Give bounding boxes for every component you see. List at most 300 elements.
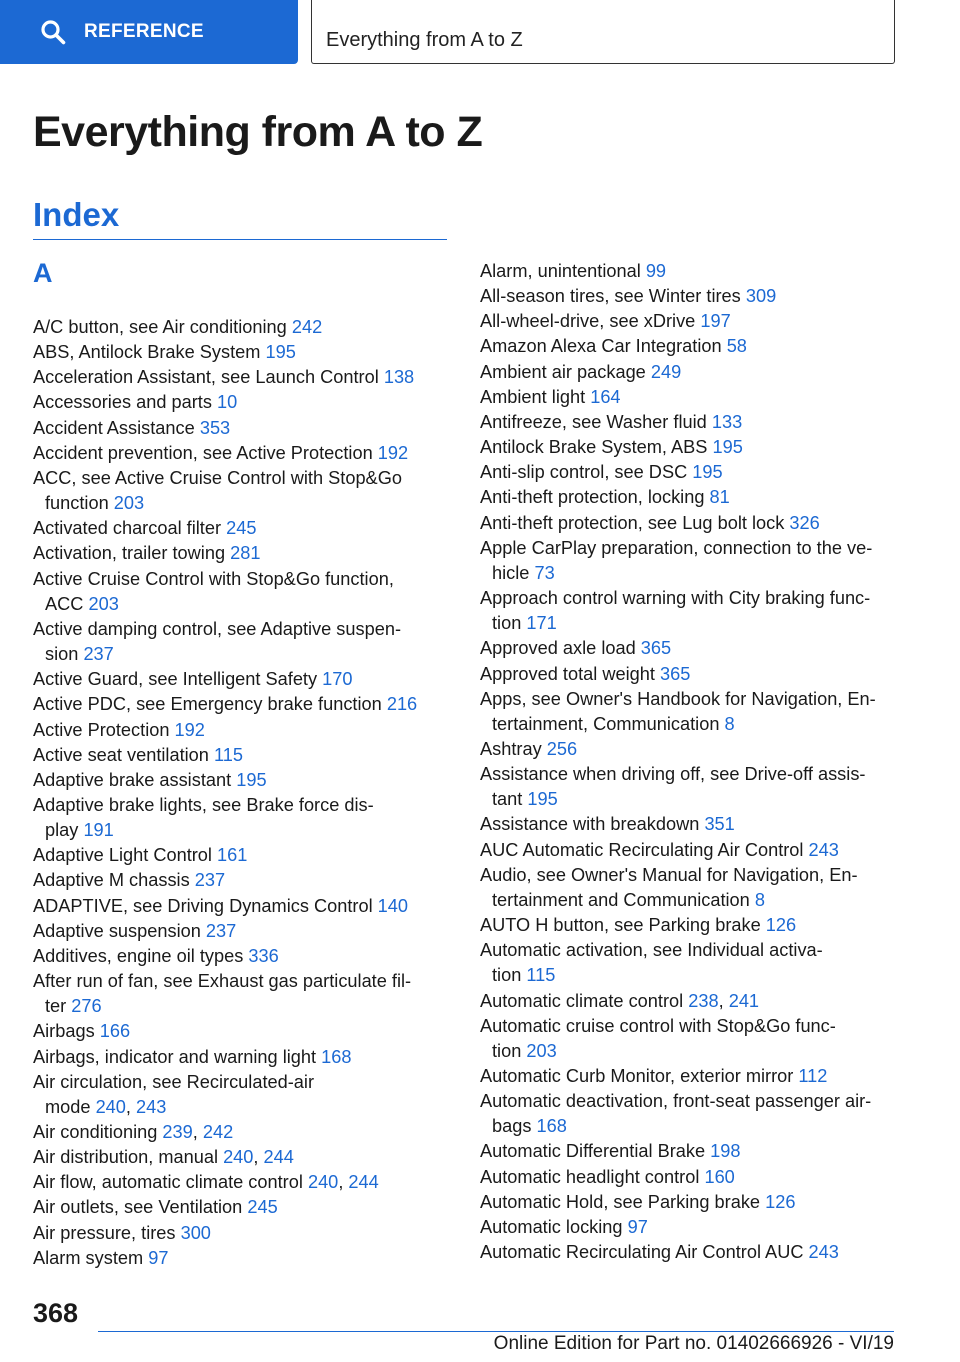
page-references [521,613,556,633]
page-references [521,1041,556,1061]
index-entry-text: Air flow, automatic climate control [33,1172,303,1193]
page-link[interactable]: 81 [709,487,730,508]
index-entry-line [45,592,451,617]
index-entry [480,485,900,510]
index-entry [33,541,451,566]
page-link[interactable]: 203 [113,493,145,514]
index-entry [33,1120,451,1145]
index-entry-text-continued: tant [492,789,523,810]
index-entry [33,1145,451,1170]
index-entry-text: ACC, see Active Cruise Control with Stop&Go [33,467,402,488]
page-references [221,518,256,538]
index-entry-text: Accident prevention, see Active Protection [33,442,373,463]
page-link[interactable]: 240 [95,1096,126,1117]
index-entry [33,315,451,340]
page-references [784,513,819,533]
index-entry-text: Approach control warning with City braking func‐ [480,588,871,609]
page-link[interactable]: 138 [383,367,415,388]
index-entry-line [492,561,900,586]
page-link[interactable]: 237 [83,644,114,665]
index-entry-text: Anti-slip control, see DSC [480,462,688,483]
index-entry [33,1221,451,1246]
index-entry-text: Airbags [33,1021,95,1042]
index-entry-text: Automatic activation, see Individual activa‐ [480,940,823,961]
page-references [636,638,671,658]
page-link[interactable]: 300 [180,1222,211,1243]
page-link[interactable]: 353 [199,417,231,438]
index-entry [480,1165,900,1190]
index-entry [33,1170,451,1195]
page-link[interactable]: 8 [754,889,765,910]
page-link[interactable]: 160 [704,1166,735,1187]
page-references [542,739,577,759]
index-entry [33,1045,451,1070]
index-entry [480,1014,900,1064]
page-references [212,392,237,412]
page-link[interactable]: 238 [688,990,719,1011]
page-link[interactable]: 244 [348,1172,379,1193]
index-entry-text: Active damping control, see Adaptive suspen‐ [33,618,402,639]
index-entry-text: Automatic Recirculating Air Control AUC [480,1242,804,1263]
breadcrumb: Everything from A to Z [311,0,895,64]
index-entry [33,1070,451,1120]
page-references: 240, 244 [223,1147,294,1168]
index-entry-text: Airbags, indicator and warning light [33,1046,317,1067]
page-references [287,317,322,337]
page-references [623,1217,648,1237]
page-references [704,487,729,507]
page-link[interactable]: 336 [248,945,279,966]
index-entry [480,989,900,1014]
index-entry-text: Amazon Alexa Car Integration [480,336,722,357]
index-entry-text: AUTO H button, see Parking brake [480,915,761,936]
page-references [243,946,278,966]
index-entry-text: Accident Assistance [33,417,195,438]
page-link[interactable]: 281 [230,543,261,564]
index-entry-text: Apple CarPlay preparation, connection to the ve‐ [480,537,873,558]
index-entry [33,894,451,919]
page-references [522,789,557,809]
index-entry-text: Air outlets, see Ventilation [33,1197,243,1218]
index-entry [33,567,451,617]
index-entry-text: Automatic headlight control [480,1166,700,1187]
page-link[interactable]: 242 [291,317,323,337]
page-link[interactable]: 166 [99,1021,131,1042]
page-references [687,462,722,482]
index-entry-text: A/C button, see Air conditioning [33,317,287,337]
index-entry-text-continued: function [45,493,109,514]
index-entry-line [492,611,900,636]
index-entry [480,511,900,536]
page-references: 239, 242 [162,1122,234,1142]
index-entry [33,617,451,667]
index-entry-text: Automatic locking [480,1216,623,1237]
page-link[interactable]: 126 [765,915,797,936]
index-entry-text: Air circulation, see Recirculated-air [33,1071,315,1092]
index-entry-line [492,1114,900,1139]
index-entry-text: Automatic Hold, see Parking brake [480,1191,761,1212]
page-references [722,336,747,356]
index-entry [480,737,900,762]
page-link[interactable]: 170 [322,669,353,690]
index-entry [33,768,451,793]
index-entry-text: Anti-theft protection, locking [480,487,705,508]
index-entry [480,586,900,636]
page-references: 240, 243 [95,1096,167,1117]
index-entry [33,365,451,390]
index-entry [480,385,900,410]
page-link[interactable]: 239 [162,1122,193,1142]
index-entry-line [45,994,451,1019]
page-references [225,543,260,563]
index-entry-text: Air conditioning [33,1122,158,1142]
index-entry [480,1089,900,1139]
index-entry-text: Adaptive suspension [33,920,201,941]
reference-tab[interactable] [0,0,298,64]
page-link[interactable]: 245 [247,1197,278,1218]
page-references [379,367,414,387]
index-column-right [480,259,900,1265]
index-entry-text: Approved axle load [480,638,636,659]
index-entry-line [45,1095,451,1120]
index-entry [480,1064,900,1089]
index-entry [33,466,451,516]
index-entry-text: Air distribution, manual [33,1147,218,1168]
index-entry-line [492,888,900,913]
page-link[interactable]: 256 [546,738,578,759]
page-references [316,1047,351,1067]
page-references: 238, 241 [688,990,760,1011]
page-link[interactable]: 203 [526,1040,557,1061]
page-link[interactable]: 203 [88,593,119,614]
page-references [66,996,101,1016]
page-link[interactable]: 309 [745,286,777,307]
index-entry [33,441,451,466]
page-references [382,694,417,714]
index-entry [480,435,900,460]
index-entry [480,812,900,837]
page-link[interactable]: 243 [808,1242,839,1263]
index-entry [480,1139,900,1164]
page-link[interactable]: 243 [808,839,839,860]
index-entry [33,416,451,441]
page-references [260,342,295,362]
page-link[interactable]: 8 [724,713,735,734]
index-entry-text-continued: ter [45,996,67,1017]
index-entry-text: All-wheel-drive, see xDrive [480,311,696,332]
index-entry-text: ABS, Antilock Brake System [33,342,261,363]
page-references [78,820,113,840]
index-entry-text: Automatic cruise control with Stop&Go func‐ [480,1015,836,1036]
index-entry-text: Activation, trailer towing [33,543,226,564]
page-references [741,286,776,306]
index-entry-line [45,642,451,667]
index-entry-text: Audio, see Owner's Manual for Navigation, En‐ [480,864,858,885]
index-entry [480,913,900,938]
page-references [719,714,734,734]
page-references [169,720,204,740]
page-link[interactable]: 58 [726,336,747,357]
page-link[interactable]: 244 [263,1147,294,1168]
index-entry [33,919,451,944]
index-entry-text: Alarm system [33,1247,144,1268]
index-entry-text-continued: tion [492,965,522,986]
page-references [646,362,681,382]
page-references [707,412,742,432]
page-link[interactable]: 192 [174,719,205,740]
page-references [109,493,144,513]
footer-edition: Online Edition for Part no. 01402666926 - VI/19 [493,1333,894,1354]
page-link[interactable]: 97 [627,1216,648,1237]
index-entry-text-continued: play [45,820,79,841]
page-references [760,1192,795,1212]
page-link[interactable]: 243 [136,1096,167,1117]
page-link[interactable]: 365 [640,638,672,659]
page-link[interactable]: 240 [223,1147,254,1168]
index-entry [33,667,451,692]
page-link[interactable]: 97 [148,1247,169,1268]
page-references [705,1141,740,1161]
index-entry-text: Active Protection [33,719,170,740]
page-references [212,845,247,865]
page-references [373,443,408,463]
page-references [803,1242,838,1262]
index-entry [480,662,900,687]
index-entry-text: ADAPTIVE, see Driving Dynamics Control [33,895,373,916]
index-entry [480,284,900,309]
page-references [695,311,730,331]
index-entry-text: Active seat ventilation [33,744,209,765]
page-link[interactable]: 351 [704,814,735,835]
page-references [531,1116,566,1136]
index-entry [480,687,900,737]
index-entry [480,536,900,586]
page-link[interactable]: 241 [728,990,760,1011]
index-entry-text: Automatic Curb Monitor, exterior mirror [480,1066,794,1086]
index-entry [480,1215,900,1240]
index-entry-text-continued: tion [492,1040,522,1061]
page-link[interactable]: 197 [700,311,731,332]
page-link[interactable]: 192 [377,442,409,463]
page-link[interactable]: 168 [536,1116,567,1137]
index-entry [480,938,900,988]
page-references [699,1167,734,1187]
index-entry-line [45,818,451,843]
index-entry [33,969,451,1019]
index-entry-text: Antifreeze, see Washer fluid [480,411,707,432]
index-entry-line [45,491,451,516]
page-link[interactable]: 171 [526,613,557,634]
index-entry [33,718,451,743]
index-entry-text: Ambient air package [480,361,646,382]
page-link[interactable]: 115 [526,965,556,986]
page-references [209,745,243,765]
page-references [641,261,666,281]
page-references [231,770,266,790]
page-references [176,1223,211,1243]
index-entry-text: Assistance when driving off, see Drive-off assis‐ [480,764,866,785]
page-references [190,870,225,890]
page-link[interactable]: 161 [217,845,248,866]
page-link[interactable]: 242 [202,1122,234,1142]
page-link[interactable]: 237 [194,870,226,891]
page-references [521,965,555,985]
page-link[interactable]: 249 [650,361,682,382]
index-entry-text-continued: sion [45,644,79,665]
index-entry [33,1195,451,1220]
index-entry-text-continued: bags [492,1116,532,1137]
index-entry [33,843,451,868]
index-entry-text: Approved total weight [480,663,655,684]
page-link[interactable]: 240 [307,1172,339,1193]
index-entry-text: Activated charcoal filter [33,518,222,539]
index-entry-text: Air pressure, tires [33,1222,176,1243]
page-references [143,1248,168,1268]
index-heading: Index [33,196,120,233]
page-references [750,890,765,910]
page-references: 240, 244 [307,1172,379,1193]
index-entry [480,410,900,435]
page-link[interactable]: 10 [217,392,238,413]
page-references [529,563,554,583]
page-link[interactable]: 195 [265,342,296,363]
index-entry [480,863,900,913]
index-entry-text: Additives, engine oil types [33,945,244,966]
index-entry [480,762,900,812]
index-entry-text: AUC Automatic Recirculating Air Control [480,839,804,860]
page-link[interactable]: 164 [590,386,621,407]
page-link[interactable]: 195 [236,769,267,790]
index-entry-line [492,712,900,737]
footer-divider [98,1331,894,1332]
page-link[interactable]: 198 [710,1141,741,1162]
index-entry [480,309,900,334]
page-references [585,387,620,407]
index-entry-text-continued: tertainment and Communication [492,889,750,910]
index-entry-text: Active PDC, see Emergency brake function [33,694,382,715]
page-number: 368 [33,1298,79,1328]
page-link[interactable]: 126 [765,1191,796,1212]
index-entry-text-continued: tion [492,613,522,634]
index-entry-text-continued: ACC [45,593,84,614]
page-link[interactable]: 237 [205,920,237,941]
index-entry-text: Adaptive brake assistant [33,769,232,790]
index-entry [33,390,451,415]
index-entry-text: Automatic deactivation, front-seat passenger air‐ [480,1091,872,1112]
reference-tab-label: REFERENCE [84,21,204,42]
page-link[interactable]: 365 [659,663,691,684]
index-entry-text: Active Guard, see Intelligent Safety [33,669,318,690]
index-entry-text: Automatic climate control [480,990,684,1011]
page-references [793,1066,827,1086]
page-references [761,915,796,935]
index-entry-text: Accessories and parts [33,392,212,413]
index-entry-text: Antilock Brake System, ABS [480,437,708,458]
index-entry [480,1190,900,1215]
index-column-left [33,315,451,1271]
index-entry-text-continued: hicle [492,562,530,583]
index-entry [33,692,451,717]
index-entry-text: Ashtray [480,738,542,759]
index-entry-text-continued: mode [45,1096,91,1117]
page-link[interactable]: 216 [386,694,418,715]
index-entry-text: Ambient light [480,386,586,407]
index-entry [33,1019,451,1044]
page-references [195,418,230,438]
index-entry-line [492,787,900,812]
index-entry-text: Assistance with breakdown [480,814,700,835]
index-entry-text: Adaptive brake lights, see Brake force dis‐ [33,794,374,815]
index-entry [33,516,451,541]
page-references [707,437,742,457]
page-link[interactable]: 140 [377,895,409,916]
index-entry [33,1246,451,1271]
index-entry-text: Acceleration Assistant, see Launch Control [33,367,379,388]
index-entry-text: Apps, see Owner's Handbook for Navigation, En‐ [480,688,876,709]
index-entry-text: Adaptive M chassis [33,870,190,891]
index-entry-line [492,1039,900,1064]
search-icon [40,19,66,45]
page-references [317,669,352,689]
index-entry [480,1240,900,1265]
index-entry-text-continued: tertainment, Communication [492,713,720,734]
page-references [655,664,690,684]
page-link[interactable]: 195 [527,789,558,810]
index-entry [480,838,900,863]
index-entry-text: Anti-theft protection, see Lug bolt lock [480,512,785,533]
page-link[interactable]: 276 [71,996,102,1017]
page-link[interactable]: 245 [226,518,257,539]
index-entry [33,868,451,893]
page-references [699,814,734,834]
index-entry-text: All-season tires, see Winter tires [480,286,741,307]
page-link[interactable]: 195 [712,437,743,458]
letter-heading: A [33,258,53,288]
index-entry [480,259,900,284]
index-entry [480,360,900,385]
index-entry [33,743,451,768]
page-references [803,840,838,860]
index-entry-text: After run of fan, see Exhaust gas particulate fil‐ [33,971,412,992]
page-references [373,896,408,916]
page-link[interactable]: 99 [645,261,667,281]
page-references [242,1197,277,1217]
index-entry [480,460,900,485]
index-entry-line [492,963,900,988]
page-link[interactable]: 73 [534,562,555,583]
index-entry [480,636,900,661]
page-link[interactable]: 115 [213,744,243,765]
index-entry-text: Alarm, unintentional [480,261,641,281]
index-entry [33,793,451,843]
page-references [95,1021,130,1041]
page-title: Everything from A to Z [33,108,483,156]
index-entry [33,944,451,969]
page-link[interactable]: 195 [692,462,723,483]
page-link[interactable]: 326 [789,512,820,533]
page-link[interactable]: 133 [711,411,743,432]
page-references [201,921,236,941]
page-link[interactable]: 168 [321,1046,352,1067]
index-divider [33,239,447,240]
page-link[interactable]: 191 [83,820,114,841]
index-entry [480,334,900,359]
page-link[interactable]: 112 [798,1066,828,1086]
index-entry [33,340,451,365]
page-references [83,594,118,614]
index-entry-text: Adaptive Light Control [33,845,212,866]
index-entry-text: Automatic Differential Brake [480,1141,706,1162]
